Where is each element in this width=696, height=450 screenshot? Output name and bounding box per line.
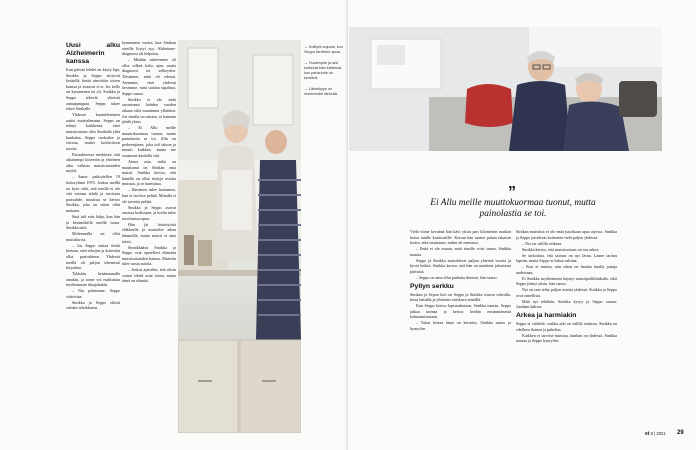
issue-footer bbox=[645, 431, 666, 437]
quote-mark-icon: ” bbox=[508, 184, 516, 201]
paragraph: Vielä viime keväänä hän kävi yksin pari kilometrin matkan kotoa tutulle kuntosalille. Kerran hän saattoi palata takaisin kotiin, eikä muistanut, mihin oli menossa. bbox=[410, 229, 511, 246]
paragraph: – Jos Seppo auttaa tietää kertaan, ettei tekojen ja kiireetön ollut parisuhteen. Yhdessä meillä oli paljon tekemistä kirjoittaa. bbox=[66, 242, 120, 271]
paragraph: Tykkään kesämaanalla ainakin, ja sinne voi matkustaa myöhemmin tilaajaltakin. bbox=[66, 271, 120, 288]
arrow-right-icon: → bbox=[304, 45, 309, 49]
paragraph: Mitä nyt tehdään, Sinikka kysyy ja Seppo vastaa: Juodaan kahvia. bbox=[516, 298, 617, 310]
section-heading-arkea: Arkea ja harmiakin bbox=[516, 312, 577, 320]
column-4-body bbox=[516, 229, 617, 310]
sofa-photo-illustration bbox=[349, 27, 662, 151]
caption-list bbox=[304, 45, 344, 97]
paragraph: – Nyt on välillä vaikeaa. bbox=[522, 240, 563, 246]
text-column-1 bbox=[66, 40, 120, 435]
arrow-right-icon: → bbox=[304, 87, 309, 91]
paragraph: – Kun ei muista, niin sitten on hauska kuulla juttuja uudestaan. bbox=[516, 264, 617, 275]
paragraph: Seppo ei valittele, vaikka arki on välillä raskasta. Sinikka on edelleen iloinen ja puhelias. bbox=[516, 321, 617, 332]
column-2-body bbox=[122, 40, 176, 284]
caption-1: Kotityöt sujuvat, kun Seppo tarvitsee apua. bbox=[304, 45, 343, 54]
paragraph: Sinikka kertoo, että muistisairaus on osa arkea. bbox=[522, 246, 600, 252]
sofa-photo bbox=[349, 27, 662, 151]
paragraph: Sinä tuli eräs lahja, kun hän ja kesämökillä meillä isona. Sinikka siitä. bbox=[66, 214, 120, 231]
paragraph: Ainoa asia, mikä on muuttunut on Sinikan oma muisti. Sinikka kertoo, että hänellä on ollut tiettyjä asioita muistaa, ja se harmittaa. bbox=[122, 159, 176, 187]
paragraph: Sinikan muistista ei ole enää juurikaan apua arjessa. Sinikka ja Seppo juttelevat kuitenkin vielä paljon yhdessä. bbox=[516, 229, 617, 240]
paragraph: – Seppo on aina ollut parhaita ihmisiä, hän sanoo. bbox=[416, 274, 498, 280]
section-heading-uusi-alku: Uusi alku Alzheimerin kanssa bbox=[66, 42, 120, 65]
page-number: 29 bbox=[677, 430, 684, 436]
paragraph: Sinikka ja Seppo asuvat omassa kodissaan, ja kotiin tulee tarvittaessa apua. bbox=[122, 204, 176, 221]
paragraph: Yhdessä kuunteleminen auttoi muistelemaan. Seppo on tehnyt kaikkensa, ettei muistisairaus olisi Sinikalla yhtä hankalaa. Seppo ruokailee ja siivoaa, muttei kotihoitoon tarvita. bbox=[66, 112, 120, 151]
paragraph: Hän jäi hoitotyöstä eläkkeelle ja muistelee aikaa lämmöllä, mutta muisti ei aina toimi. bbox=[122, 221, 176, 244]
column-3-body bbox=[410, 229, 511, 281]
paragraph: Sinnikkäästi Sinikka ja Seppo ovat opetelleet elämään muistisairauden kanssa. Muistiin tulee uusia asioita. bbox=[122, 244, 176, 267]
text-column-4 bbox=[516, 229, 617, 429]
paragraph: Seppo ja Sinikka muistelevat paljon yhteisiä vuosia ja hyviä hetkiä. Sinikka kertoo, että hän on nauttinut jokaisesta päivästä. bbox=[410, 257, 511, 274]
paragraph: Se tarkoittaa, että sairaus on nyt läsnä. Laune tarttuu lapsiin, mutta Seppo ei halua valittaa. bbox=[516, 252, 617, 264]
paragraph: Parisuhteessa merkitsee, että aikaisempi kiireetön ja yhteinen aika vaihtuu muistisairauden myötä. bbox=[66, 151, 120, 174]
column-3b-body bbox=[410, 292, 511, 332]
paragraph: Molemmilla on ollut muistikuvia. bbox=[66, 231, 120, 242]
paragraph: Kaikkea ei tarvitse muistaa, kunhan on yhdessä. Sinikka nauraa ja Seppo hymyilee. bbox=[516, 332, 617, 344]
paragraph: Sinikka ja Seppo elävät erittäin tehokkaasti. bbox=[66, 299, 120, 311]
paragraph: Nyt on taas tehty paljon asioita yhdessä. Sinikka ja Seppo ovat onnellisia. bbox=[516, 287, 617, 298]
column-4b-body bbox=[516, 321, 617, 344]
column-1-body bbox=[66, 67, 120, 311]
paragraph: – Nin pääsimme, Seppo vahvistaa. bbox=[66, 288, 120, 299]
paragraph: Ei Sinikka myöhemmin käynyt muistipoliklinikalla, eikä Seppo jäänyt yksin, hän sanoo. bbox=[516, 275, 617, 287]
kitchen-photo bbox=[178, 40, 301, 433]
paragraph: – Ihmiseen tulee luottamus, kun ei tarvitse pelätä. Minulla ei ole tarvetta pelätä. bbox=[122, 187, 176, 204]
arrow-right-icon: → bbox=[304, 61, 309, 65]
footer-brand: et bbox=[645, 431, 650, 437]
paragraph: Sinikka ei ole enää sairastunut kahden vuoden aikana eikä muuttunut yllättäen. Jos sinulla on sairaus, ei kannata jäädä yksin. bbox=[122, 96, 176, 125]
section-heading-pyllyn-serkku: Pyllyn serkku bbox=[410, 282, 454, 290]
paragraph: – Meidän suhteemme oli ollut selkeä koko ajan, mutta diagnoosi toi selkeyden. Tiesimme, mitä oli edessä. Aiemmin, ettei yhdessä tiesimme, mitä saattaa tapahtua, Seppo sanoo. bbox=[122, 57, 176, 96]
caption-3: Lähekkyys on molemmille tärkeää. bbox=[304, 87, 338, 96]
paragraph: – Enää ei ole muuta, mitä sinulle voisi sanoa, Sinikka nauraa. bbox=[410, 246, 511, 257]
paragraph: – Ei Allu meille muuttokuormaa tuonut, mutta painolastia se toi. Allu on perheenjäsen, joka tuli taloon ja muutti kaikkea, mutta me osaamme käsitellä sitä. bbox=[122, 125, 176, 159]
paragraph: kymmenen vuotta, kun Sinikan oireille löytyi syy. Alzheimer-diagnoosi oli helpotus. bbox=[122, 40, 176, 57]
paragraph: – Sanoi: paikoitellen 19 hoitoryhmä 1970. Joskus meillä on kyse siitä, että meillä ei ole sitä voimaa tehdä ja tarvitaan parisuhde, muuttuu se kertoo Sinikka, joka on sitten ollut mukana. bbox=[66, 174, 120, 214]
pull-quote: Ei Allu meille muuttokuormaa tuonut, mutta painolastia se toi. bbox=[430, 198, 596, 219]
paragraph: Kun Seppo kertoo lapsuudestaan, Sinikka nauraa. Seppo jatkaa tarinaa ja kertoo heidän ensimmäisestä kohtaamisestaan. bbox=[410, 303, 511, 320]
paragraph: Sinikan ja Sepon koti on Seppo ja Sinikka istuvat sohvalla, kissa lattialla ja yhteinen valokuva seinällä. bbox=[410, 291, 511, 303]
text-column-3 bbox=[410, 229, 511, 434]
paragraph: – Tuhat kertaa tämä on kerrottu, Sinikka sanoo ja hymyilee. bbox=[410, 320, 511, 331]
paragraph: – Joskus ajattelen, että olisin voinut tehdä asiat toisin, mutta tämä on elämää. bbox=[122, 267, 176, 284]
footer-issue: 9 | 2021 bbox=[650, 431, 666, 436]
kitchen-photo-illustration bbox=[178, 40, 301, 433]
text-column-2 bbox=[122, 40, 176, 435]
paragraph: Kun päivän lehdet on käyty läpi, Sinikka ja Seppo siirtyvät keskellä kesää nimittäin toisen kanssa ja avaavat tv:n. Jos kello on kymmenen tai yli, Sinikka ja Seppo tekevät yhteistä aamujumppaa. Seppo tukee tekee Sinikalle. bbox=[66, 67, 120, 112]
caption-2: Huolenpito ja arki kulkevat käsi kädessä, kun parisuhde on kestävä. bbox=[304, 61, 342, 80]
